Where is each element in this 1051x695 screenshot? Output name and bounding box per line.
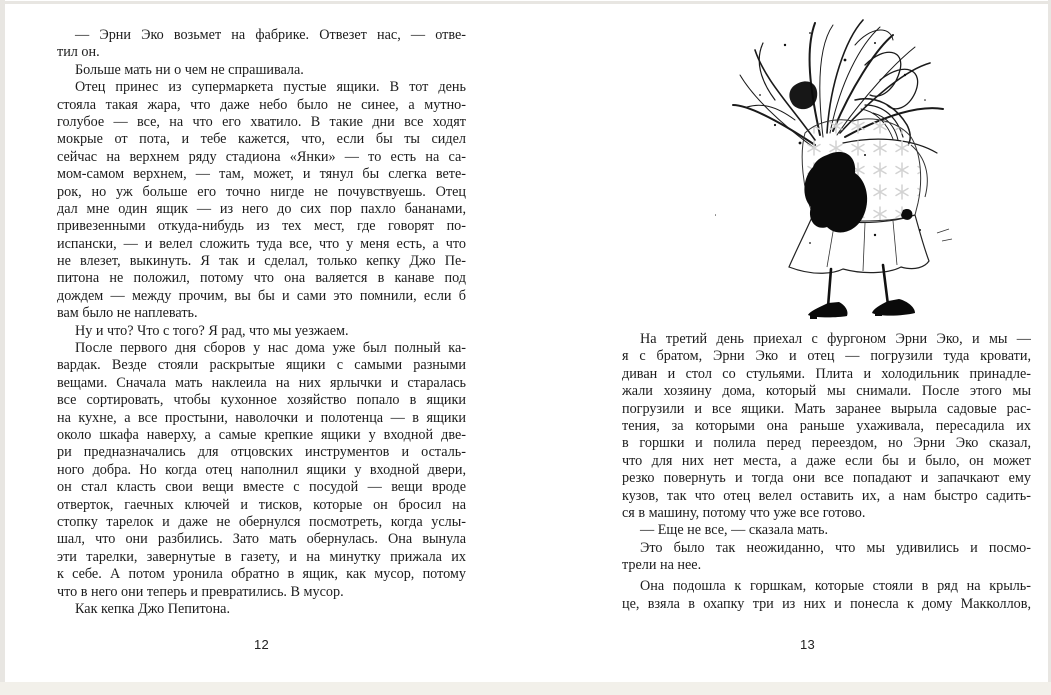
text-line: Отец принес из супермаркета пустые ящики. В тот день (75, 79, 466, 96)
paragraph (622, 331, 1031, 522)
text-line: вардак. Везде стояли раскрытые ящики с самыми разными (57, 357, 466, 374)
page-left[interactable] (5, 4, 525, 682)
text-line: он стал класть свои вещи вместе с посудой — вещи вроде (57, 479, 466, 496)
text-line: ри предназначались для отцовских инструментов и осталь- (57, 444, 466, 461)
text-line: стояла такая жара, что даже небо было не синее, а мутно- (57, 96, 466, 113)
text-line: питона не положил, потому что она валяется в канаве под (57, 270, 466, 287)
page-number-right: 13 (799, 637, 816, 652)
text-line: Это было так неожиданно, что мы удивились и посмо- (640, 539, 1031, 556)
text-line: голубое — все, на что его хватило. В такие дни все ходят (57, 113, 466, 130)
text-line: вещами. Сначала мать наклеила на них ярлычки и старалась (57, 374, 466, 391)
text-line: — Эрни Эко возьмет на фабрике. Отвезет нас, — отве- (75, 27, 466, 43)
illustration-woman-carrying-plants-icon (715, 5, 965, 320)
text-line: на кухне, а все простыни, наволочки и полотенца — в ящики (57, 409, 466, 426)
text-line: рок, но уж больше его точно нигде не почувствуешь. Отец (57, 183, 466, 200)
text-line: около шкафа наверху, а самые крепкие ящики у входной две- (57, 426, 466, 443)
paragraph (622, 578, 1031, 613)
paragraph (57, 601, 466, 618)
text-line: Ну и что? Что с того? Я рад, что мы уезжаем. (75, 322, 349, 339)
paragraph (57, 62, 466, 79)
text-line: тения, за которыми она раньше ухаживала, пересадила их (622, 417, 1031, 434)
text-line: диван и стол со стульями. Плита и холодильник принадле- (622, 365, 1031, 382)
text-line: Она подошла к горшкам, которые стояли в ряд на крыль- (640, 578, 1031, 595)
text-line: сейчас на верхнем ряду стадиона «Янки» — то есть на са- (57, 148, 466, 165)
text-line: в горшки и полила перед переездом, но Эрни Эко сказал, (622, 435, 1031, 452)
paragraph (57, 323, 466, 340)
text-line: погрузили и все ящики. Мать заранее вырыла садовые рас- (622, 400, 1031, 417)
text-line: все сортировать, чтобы кухонное хозяйство попало в ящики (57, 392, 466, 409)
text-line: трели на нее. (622, 557, 702, 574)
text-line: Больше мать ни о чем не спрашивала. (75, 61, 304, 78)
text-line: что в него они теперь и превратились. В мусор. (57, 583, 344, 600)
paragraph (57, 79, 466, 322)
left-page-text (57, 27, 466, 618)
text-line: — Еще не все, — сказала мать. (640, 522, 829, 539)
paragraph (57, 27, 466, 62)
text-line: дал мне один ящик — из него до сих пор пахло бананами, (57, 200, 466, 217)
text-line: шал, что они разбились. Зато мать обернулась. Она вынула (57, 531, 466, 548)
text-line: отверток, гаечных ключей и тисков, которые он бросил на (57, 496, 466, 513)
text-line: жали хозяину дома, который мы снимали. После этого мы (622, 383, 1031, 400)
text-line: кузов, так что отец велел оставить их, а нам быстро садить- (622, 487, 1031, 504)
text-line: ного добра. Но когда отец наполнил ящики у входной двери, (57, 461, 466, 478)
text-line: После первого дня сборов у нас дома уже был полный ка- (75, 340, 466, 357)
app-bottom-bar (0, 682, 1051, 695)
text-line: ся в машину, потому что уже все готово. (622, 504, 866, 521)
text-line: мом-самом верхнем, — там, может, и тянул бы слегка вете- (57, 166, 466, 183)
text-line: что для них нет места, а даже если бы и было, он может (622, 452, 1031, 469)
book-spread (5, 4, 1048, 682)
text-line: дождем — между прочим, вы бы и сами это помнили, если б (57, 287, 466, 304)
text-line: На третий день приехал с фургоном Эрни Эко, и мы — (640, 331, 1031, 347)
text-line: привезенными откуда-нибудь из тех мест, где говорят по- (57, 218, 466, 235)
page-number-left: 12 (253, 637, 270, 652)
paragraph (622, 522, 1031, 539)
text-line: мокрые от пота, и тебе кажется, что, если бы ты сидел (57, 131, 466, 148)
paragraph (622, 540, 1031, 575)
text-line: я с братом, Эрни Эко и отец — погрузили туда кровати, (622, 348, 1031, 365)
text-line: Как кепка Джо Пепитона. (75, 600, 231, 617)
text-line: це, взяла в охапку три из них и понесла к дому Макколлов, (622, 595, 1031, 612)
text-line: вам было не наплевать. (57, 305, 198, 322)
text-line: эти тарелки, завернутые в газету, и на минутку прижала их (57, 548, 466, 565)
text-line: к себе. А потом уронила обратно в ящик, как мусор, потому (57, 566, 466, 583)
text-line: тил он. (57, 44, 100, 61)
page-right[interactable] (525, 4, 1048, 682)
text-line: стопку тарелок и даже не обернулся посмотреть, когда услы- (57, 513, 466, 530)
text-line: испански, — и велел сложить туда все, что у меня есть, а что (57, 235, 466, 252)
text-line: не влезет, выкинуть. Я так и сделал, только кепку Джо Пе- (57, 253, 466, 270)
right-page-text (622, 331, 1031, 613)
text-line: резко повернуть и тогда они все попадают и запачкают ему (622, 470, 1031, 487)
paragraph (57, 340, 466, 601)
